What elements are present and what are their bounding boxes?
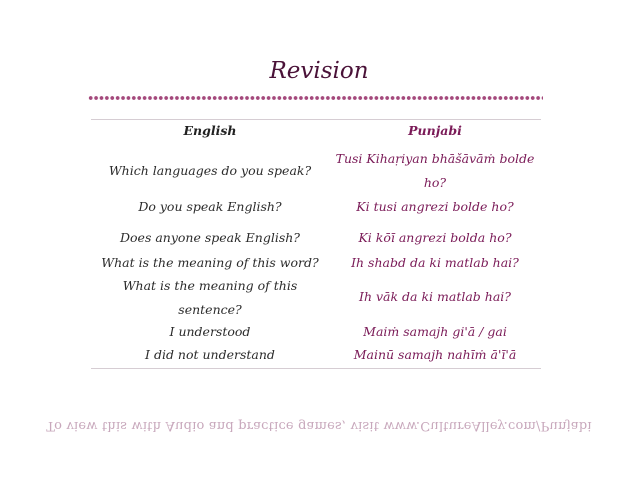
header-english: English bbox=[183, 123, 237, 138]
row-6-english: I understood bbox=[169, 324, 251, 339]
slide-title: Revision bbox=[269, 58, 369, 84]
row-7-english: I did not understand bbox=[145, 347, 275, 362]
footer-note: To view this with Audio and practice games, visit www.CultureAlley.com/Punjabi bbox=[46, 418, 592, 433]
row-4-punjabi: Ih shabd da ki matlab hai? bbox=[351, 255, 519, 270]
row-5-english: What is the meaning of this sentence? bbox=[122, 278, 298, 317]
row-4-english: What is the meaning of this word? bbox=[101, 255, 319, 270]
dotted-divider bbox=[88, 95, 543, 101]
row-7-punjabi: Mainū samajh nahīṁ ā'ī'ā bbox=[353, 347, 517, 362]
row-1-english: Which languages do you speak? bbox=[108, 163, 312, 178]
row-3-english: Does anyone speak English? bbox=[120, 230, 300, 245]
row-2-english: Do you speak English? bbox=[138, 199, 282, 214]
row-1-punjabi: Tusi Kihaṛiyan bhāšāvāṁ bolde ho? bbox=[335, 151, 535, 190]
header-punjabi: Punjabi bbox=[408, 123, 462, 138]
row-3-punjabi: Ki kōī angrezi bolda ho? bbox=[358, 230, 512, 245]
row-2-punjabi: Ki tusi angrezi bolde ho? bbox=[356, 199, 514, 214]
row-5-punjabi: Ih vāk da ki matlab hai? bbox=[359, 289, 511, 304]
row-6-punjabi: Maiṁ samajh gi'ā / gai bbox=[363, 324, 507, 339]
table-bottom-rule bbox=[91, 368, 541, 369]
